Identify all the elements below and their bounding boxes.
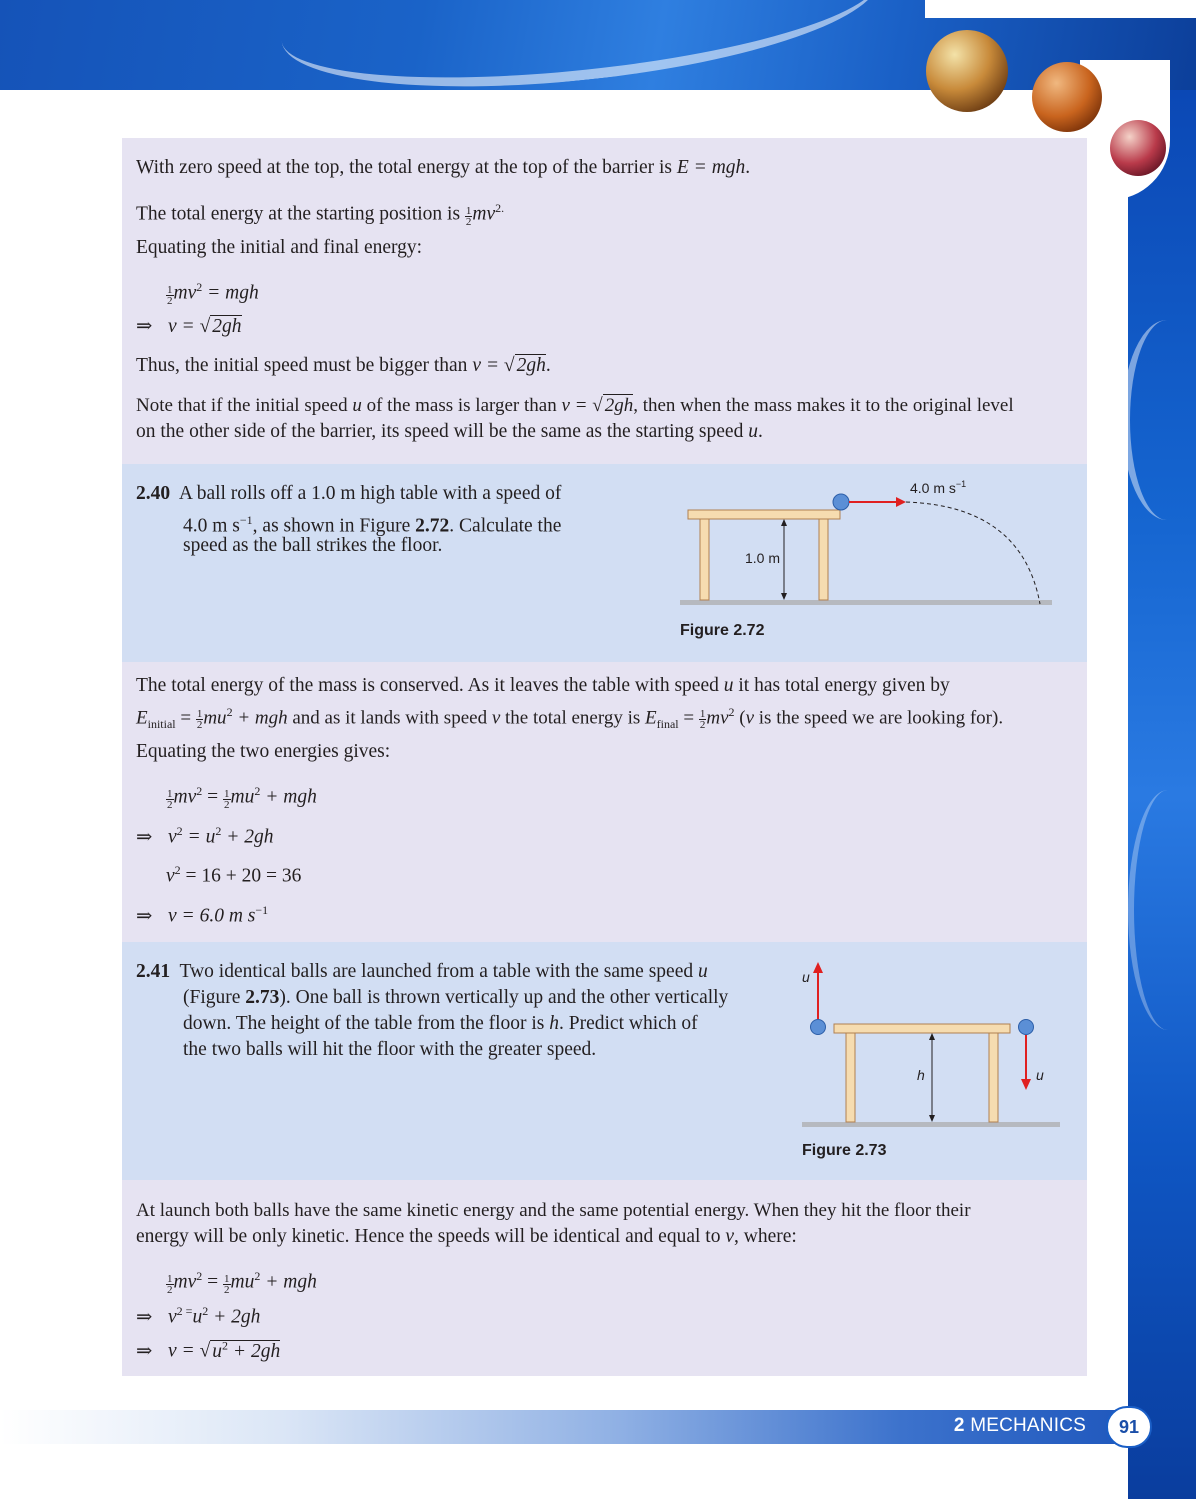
worked-answer-two-balls: [122, 1180, 1087, 1376]
answer-line: Equating the two energies gives:: [136, 741, 391, 762]
page-number: 91: [1106, 1406, 1152, 1448]
answer-line: The total energy at the starting position is $\frac{1}{2}$ $mv^{2.}$: [136, 201, 505, 228]
answer-line: $E_{initial}$ = $\frac{1}{2}$ $mu^2$ + mgh and as it lands with speed v the total energy is $E_{final}$ = $\frac{1}{2}$ $mv^2$ (v is the speed we are looking for).: [136, 705, 1004, 732]
floor: [802, 1122, 1060, 1127]
velocity-label-up: u: [802, 969, 810, 985]
table-leg: [700, 519, 709, 600]
equation: ⇒ $v^2 = u^2 + 2gh$: [136, 824, 274, 848]
planet-image: [926, 30, 1008, 112]
table-top: [834, 1024, 1010, 1033]
figure-2-73-diagram: [792, 956, 1072, 1136]
speed-label: 4.0 m $s^{-1}$: [910, 479, 967, 496]
planet-image: [1032, 62, 1102, 132]
side-banner: [1128, 90, 1196, 1499]
figure-caption: Figure 2.73: [802, 1142, 887, 1159]
question-2-40: [122, 464, 1087, 662]
figure-2-72-diagram: [672, 474, 1062, 614]
question-line: down. The height of the table from the floor is h. Predict which of: [183, 1013, 698, 1034]
question-line: (Figure 2.73). One ball is thrown vertically up and the other vertically: [183, 987, 729, 1008]
header-notch: [925, 0, 1196, 18]
equation: $\frac{1}{2}$ $mv^2$ = $\frac{1}{2}$ $mu^2$ + mgh: [167, 784, 317, 811]
height-label: 1.0 m: [745, 550, 781, 566]
answer-line: With zero speed at the top, the total energy at the top of the barrier is E = mgh.: [136, 157, 751, 178]
answer-line: At launch both balls have the same kinetic energy and the same potential energy. When they hit the floor their: [136, 1200, 971, 1221]
height-label: h: [917, 1067, 925, 1083]
answer-line: Note that if the initial speed u of the mass is larger than v = √ 2gh, then when the mass makes it to the original level: [136, 395, 1014, 416]
question-number: 2.40: [136, 483, 171, 504]
figure-caption: Figure 2.72: [680, 622, 765, 639]
worked-answer-barrier: [122, 138, 1087, 464]
answer-line: on the other side of the barrier, its speed will be the same as the starting speed u.: [136, 421, 763, 442]
answer-line: Equating the initial and final energy:: [136, 237, 423, 258]
table-top: [688, 510, 840, 519]
equation: $\frac{1}{2}$ $mv^2$ = mgh: [167, 280, 259, 307]
question-line: speed as the ball strikes the floor.: [183, 535, 443, 556]
question-2-41: [122, 942, 1087, 1180]
question-line: 2.41 Two identical balls are launched from a table with the same speed u: [136, 961, 708, 982]
trajectory: [906, 502, 1040, 604]
table-leg: [819, 519, 828, 600]
table-leg: [846, 1033, 855, 1122]
question-line: 4.0 m $s^{-1}$, as shown in Figure 2.72. Calculate the: [183, 513, 562, 537]
question-line: the two balls will hit the floor with the greater speed.: [183, 1039, 597, 1060]
equation: $\frac{1}{2}$ $mv^2$ = $\frac{1}{2}$ $mu^2$ + mgh: [167, 1269, 317, 1296]
planet-image: [1110, 120, 1166, 176]
chapter-label: 2 MECHANICS: [953, 1415, 1086, 1436]
question-line: 2.40 A ball rolls off a 1.0 m high table with a speed of: [136, 483, 562, 504]
equation: ⇒ v = √ $u^2 + 2gh$: [136, 1338, 281, 1362]
question-number: 2.41: [136, 961, 171, 982]
equation: ⇒ v = 6.0 m $s^{-1}$: [136, 903, 269, 927]
equation: $v^2 = 16 + 20 = 36$: [166, 863, 302, 887]
answer-line: The total energy of the mass is conserved. As it leaves the table with speed u it has total energy given by: [136, 675, 950, 696]
velocity-label-down: u: [1036, 1067, 1044, 1083]
ball-left: [811, 1020, 826, 1035]
equation: ⇒ v = √ 2gh: [136, 316, 242, 337]
equation: ⇒ $v^{2 =}u^2 + 2gh$: [136, 1304, 261, 1328]
worked-answer-table: [122, 662, 1087, 942]
table-leg: [989, 1033, 998, 1122]
ball: [833, 494, 849, 510]
floor: [680, 600, 1052, 605]
answer-line: energy will be only kinetic. Hence the speeds will be identical and equal to v, where:: [136, 1226, 797, 1247]
answer-line: Thus, the initial speed must be bigger than v = √ 2gh.: [136, 355, 551, 376]
ball-right: [1019, 1020, 1034, 1035]
